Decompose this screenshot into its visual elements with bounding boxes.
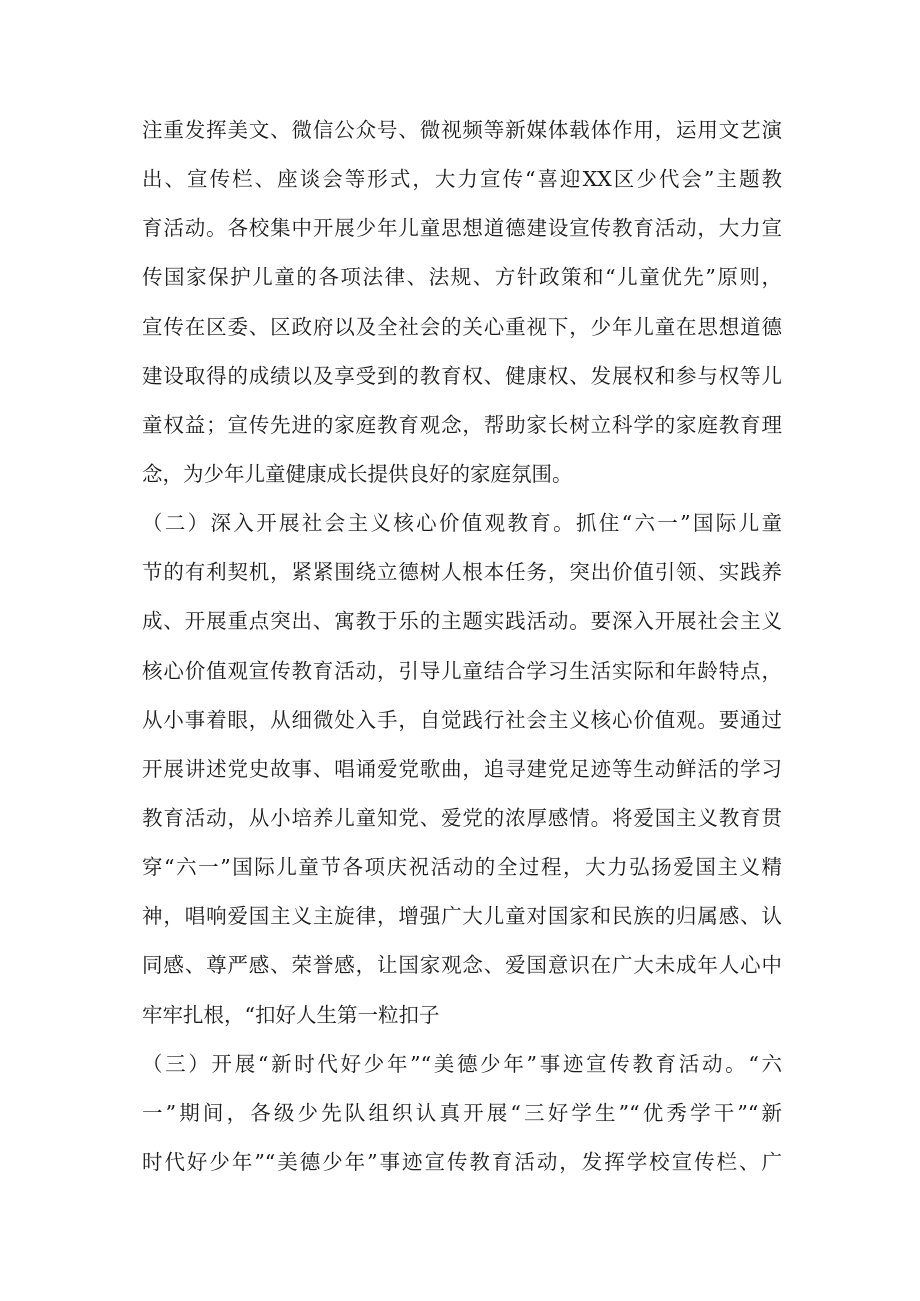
text-line: 传国家保护儿童的各项法律、法规、方针政策和“儿童优先”原则，	[142, 265, 782, 290]
text-line: 同感、尊严感、荣誉感，让国家观念、爱国意识在广大未成年人心中	[142, 953, 782, 978]
text-line: （三）开展“新时代好少年”“美德少年”事迹宣传教育活动。“六	[142, 1051, 782, 1076]
text-line: 教育活动，从小培养儿童知党、爱党的浓厚感情。将爱国主义教育贯	[142, 805, 782, 830]
paragraph-core-values	[142, 499, 782, 1040]
text-line: 建设取得的成绩以及享受到的教育权、健康权、发展权和参与权等儿	[142, 363, 782, 388]
text-line: 穿“六一”国际儿童节各项庆祝活动的全过程，大力弘扬爱国主义精	[142, 855, 782, 880]
text-line: 牢牢扎根，“扣好人生第一粒扣子	[142, 1002, 440, 1027]
text-line: 一”期间，各级少先队组织认真开展“三好学生”“优秀学干”“新	[142, 1100, 782, 1125]
text-line: 出、宣传栏、座谈会等形式，大力宣传“喜迎XX区少代会”主题教	[142, 167, 782, 192]
text-line: 育活动。各校集中开展少年儿童思想道德建设宣传教育活动，大力宣	[142, 216, 782, 241]
body-text	[142, 106, 782, 1187]
text-line: 童权益；宣传先进的家庭教育观念，帮助家长树立科学的家庭教育理	[142, 412, 782, 437]
text-line: 注重发挥美文、微信公众号、微视频等新媒体载体作用，运用文艺演	[142, 118, 782, 142]
paragraph-media-publicity	[142, 106, 782, 499]
text-line: （二）深入开展社会主义核心价值观教育。抓住“六一”国际儿童	[142, 511, 782, 536]
text-line: 神，唱响爱国主义主旋律，增强广大儿童对国家和民族的归属感、认	[142, 904, 782, 929]
paragraph-model-youth	[142, 1040, 782, 1187]
text-line: 从小事着眼，从细微处入手，自觉践行社会主义核心价值观。要通过	[142, 707, 782, 732]
text-line: 宣传在区委、区政府以及全社会的关心重视下，少年儿童在思想道德	[142, 314, 782, 339]
text-line: 成、开展重点突出、寓教于乐的主题实践活动。要深入开展社会主义	[142, 609, 782, 634]
text-line: 时代好少年”“美德少年”事迹宣传教育活动，发挥学校宣传栏、广	[142, 1149, 782, 1174]
text-line: 核心价值观宣传教育活动，引导儿童结合学习生活实际和年龄特点，	[142, 658, 782, 683]
text-line: 念，为少年儿童健康成长提供良好的家庭氛围。	[142, 461, 573, 486]
text-line: 开展讲述党史故事、唱诵爱党歌曲，追寻建党足迹等生动鲜活的学习	[142, 756, 782, 781]
text-line: 节的有利契机，紧紧围绕立德树人根本任务，突出价值引领、实践养	[142, 560, 782, 585]
